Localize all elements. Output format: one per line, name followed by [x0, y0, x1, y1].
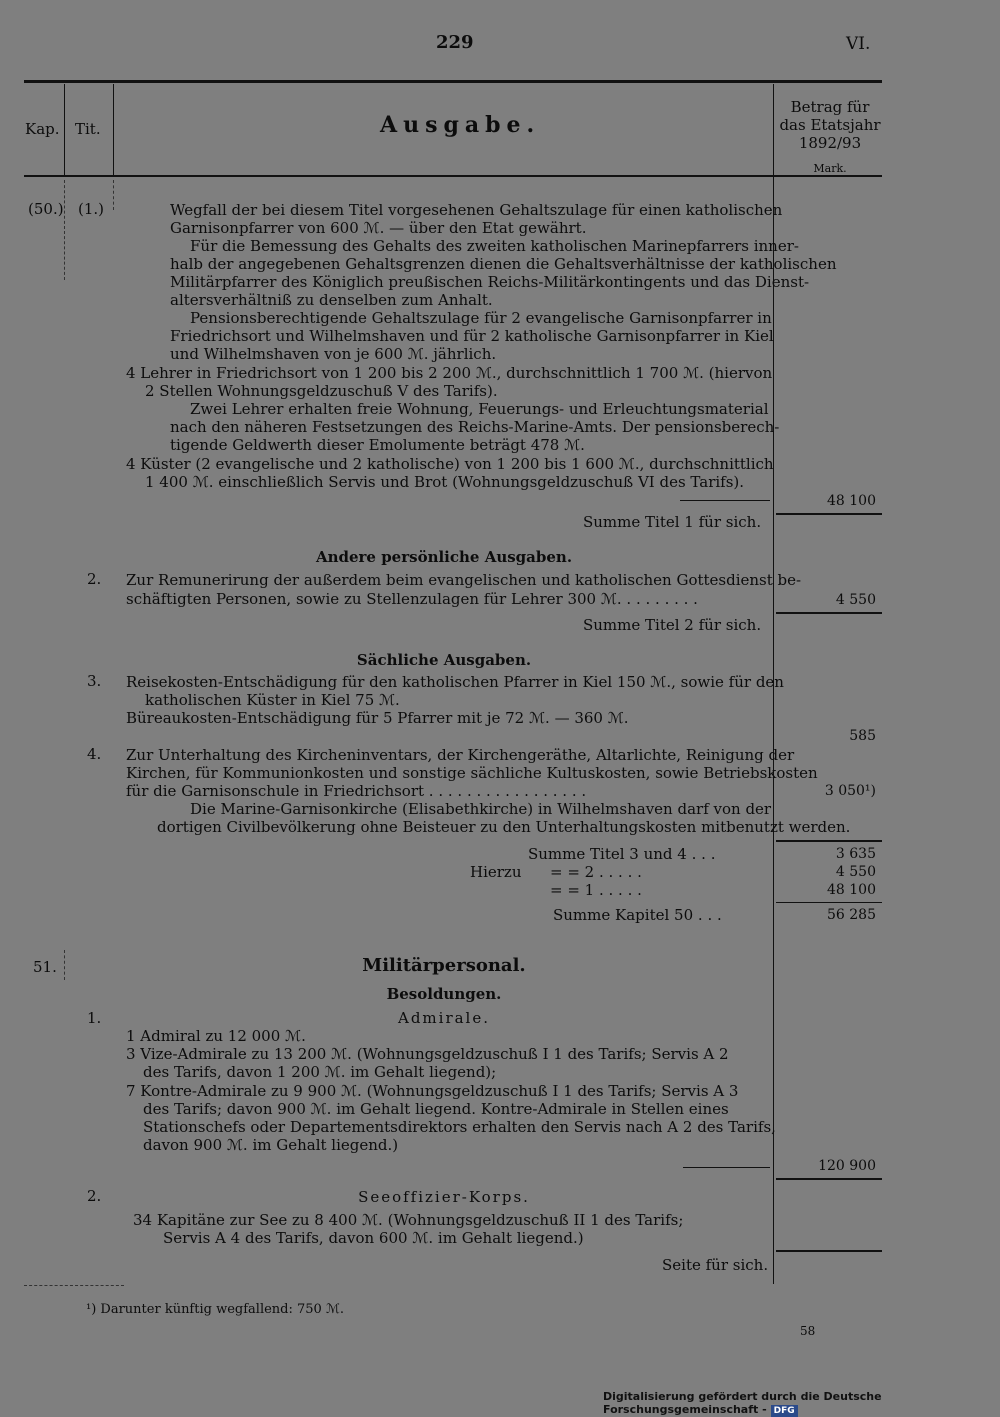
header-betrag-3: 1892/93 — [798, 134, 862, 152]
kap51-seeoffizier: Seeoffizier-Korps. — [358, 1188, 530, 1206]
andere-heading: Andere persönliche Ausgaben. — [315, 548, 573, 566]
block1-line: 4 Lehrer in Friedrichsort von 1 200 bis 2 200 ℳ., durchschnittlich 1 700 ℳ. (hiervon — [126, 364, 773, 382]
summary-row1-amount: 3 635 — [835, 846, 876, 862]
kap51-tit-2: 2. — [87, 1187, 102, 1205]
kap-51: 51. — [33, 958, 57, 976]
t4-line: Zur Unterhaltung des Kircheninventars, der Kirchengeräthe, Altarlichte, Reinigung der — [126, 746, 795, 764]
block1-line: und Wilhelmshaven von je 600 ℳ. jährlich. — [170, 345, 497, 363]
t3-line: katholischen Küster in Kiel 75 ℳ. — [145, 691, 400, 709]
summary-row2-amount: 4 550 — [835, 864, 876, 880]
t4-amount: 3 050¹) — [824, 783, 876, 799]
section-number: VI. — [846, 34, 871, 54]
header-mark: Mark. — [813, 162, 847, 175]
amount-rule — [776, 513, 882, 515]
andere-amount: 4 550 — [835, 592, 876, 608]
block1-line: halb der angegebenen Gehaltsgrenzen dienen die Gehaltsverhältnisse der katholischen — [170, 255, 837, 273]
kap51-t2-line: Servis A 4 des Tarifs, davon 600 ℳ. im Gehalt liegend.) — [163, 1229, 584, 1247]
saechliche-heading: Sächliche Ausgaben. — [356, 651, 532, 669]
header-rule — [24, 175, 882, 177]
block1-amount: 48 100 — [827, 493, 876, 509]
kap51-title: Militärpersonal. — [362, 955, 526, 976]
block1-line: altersverhältniß zu denselben zum Anhalt. — [170, 291, 493, 309]
kap51-line: 3 Vize-Admirale zu 13 200 ℳ. (Wohnungsgeldzuschuß I 1 des Tarifs; Servis A 2 — [126, 1045, 729, 1063]
block1-line: Zwei Lehrer erhalten freie Wohnung, Feuerungs- und Erleuchtungsmaterial — [190, 400, 769, 418]
block1-summe: Summe Titel 1 für sich. — [583, 513, 762, 531]
block1-line: Friedrichsort und Wilhelmshaven und für 2 katholische Garnisonpfarrer in Kiel — [170, 327, 774, 345]
kap51-line: 1 Admiral zu 12 000 ℳ. — [126, 1027, 306, 1045]
header-betrag-2: das Etatsjahr — [779, 116, 881, 134]
subtotal-rule — [680, 500, 770, 501]
header-tit: Tit. — [75, 120, 101, 138]
block1-line: Für die Bemessung des Gehalts des zweiten katholischen Marinepfarrers inner- — [190, 237, 799, 255]
t3-line: Reisekosten-Entschädigung für den katholischen Pfarrer in Kiel 150 ℳ., sowie für den — [126, 673, 784, 691]
kap51-tit-1: 1. — [87, 1009, 102, 1027]
block1-line: 1 400 ℳ. einschließlich Servis und Brot (Wohnungsgeldzuschuß VI des Tarifs). — [145, 473, 745, 491]
amount-rule — [776, 1178, 882, 1180]
kap51-line: des Tarifs; davon 900 ℳ. im Gehalt liegend. Kontre-Admirale in Stellen eines — [143, 1100, 729, 1118]
tit-2: 2. — [87, 570, 102, 588]
summary-row4-amount: 56 285 — [827, 907, 876, 923]
tit-4: 4. — [87, 745, 102, 763]
kap-50: (50.) — [28, 200, 64, 218]
andere-summe: Summe Titel 2 für sich. — [583, 616, 762, 634]
footer-text: Digitalisierung gefördert durch die Deutsche Forschungsgemeinschaft - — [603, 1390, 882, 1416]
kap51-line: Stationschefs oder Departementsdirektors erhalten den Servis nach A 2 des Tarifs, — [143, 1118, 776, 1136]
amount-rule — [776, 902, 882, 903]
col-divider-kap — [64, 84, 65, 176]
tit-3: 3. — [87, 672, 102, 690]
block1-line: Militärpfarrer des Königlich preußischen Reichs-Militärkontingents und das Dienst- — [170, 273, 810, 291]
kap51-admirale: Admirale. — [397, 1009, 490, 1027]
t3-amount: 585 — [849, 728, 876, 744]
kap51-besoldungen: Besoldungen. — [386, 985, 502, 1003]
amount-rule — [776, 840, 882, 842]
col-divider-kap-dashed — [64, 180, 65, 280]
summary-row1-label: Summe Titel 3 und 4 . . . — [528, 845, 716, 863]
col-divider-kap-dashed-2 — [64, 950, 65, 980]
andere-line: Zur Remunerirung der außerdem beim evangelischen und katholischen Gottesdienst be- — [126, 571, 802, 589]
summary-row2-label: = = 2 . . . . . — [550, 863, 642, 881]
t4-line: für die Garnisonschule in Friedrichsort . . . . . . . . . . . . . . . . . — [126, 782, 587, 800]
col-divider-tit-dashed — [113, 180, 114, 210]
kap51-seite: Seite für sich. — [662, 1256, 769, 1274]
summary-row3-amount: 48 100 — [827, 882, 876, 898]
kap51-line: 7 Kontre-Admirale zu 9 900 ℳ. (Wohnungsgeldzuschuß I 1 des Tarifs; Servis A 3 — [126, 1082, 739, 1100]
summary-row4-label: Summe Kapitel 50 . . . — [553, 906, 722, 924]
amount-rule — [776, 1250, 882, 1252]
block1-line: 4 Küster (2 evangelische und 2 katholische) von 1 200 bis 1 600 ℳ., durchschnittlich — [126, 455, 774, 473]
t4-line: dortigen Civilbevölkerung ohne Beisteuer zu den Unterhaltungskosten mitbenutzt werden. — [157, 818, 851, 836]
dfg-logo: DFG — [771, 1405, 798, 1417]
kap51-line: des Tarifs, davon 1 200 ℳ. im Gehalt liegend); — [143, 1063, 497, 1081]
header-kap: Kap. — [25, 120, 60, 138]
t4-line: Die Marine-Garnisonkirche (Elisabethkirche) in Wilhelmshaven darf von der — [190, 800, 772, 818]
kap51-line: davon 900 ℳ. im Gehalt liegend.) — [143, 1136, 399, 1154]
header-title: Ausgabe. — [380, 112, 541, 138]
footnote-rule — [24, 1285, 124, 1286]
col-divider-tit — [113, 84, 114, 176]
kap51-t2-line: 34 Kapitäne zur See zu 8 400 ℳ. (Wohnungsgeldzuschuß II 1 des Tarifs; — [133, 1211, 684, 1229]
block1-line: Wegfall der bei diesem Titel vorgesehenen Gehaltszulage für einen katholischen — [170, 201, 783, 219]
page-number: 229 — [436, 32, 474, 53]
t3-line: Büreaukosten-Entschädigung für 5 Pfarrer mit je 72 ℳ. — 360 ℳ. — [126, 709, 629, 727]
summary-row3-label: = = 1 . . . . . — [550, 881, 642, 899]
summary-hierzu: Hierzu — [470, 863, 522, 881]
tit-1: (1.) — [78, 200, 105, 218]
top-rule — [24, 80, 882, 83]
footnote: ¹) Darunter künftig wegfallend: 750 ℳ. — [86, 1302, 344, 1317]
block1-line: Pensionsberechtigende Gehaltszulage für 2 evangelische Garnisonpfarrer in — [190, 309, 772, 327]
block1-line: 2 Stellen Wohnungsgeldzuschuß V des Tarifs). — [145, 382, 498, 400]
kap51-amount: 120 900 — [818, 1158, 876, 1174]
signature-number: 58 — [800, 1324, 816, 1338]
block1-line: nach den näheren Festsetzungen des Reichs-Marine-Amts. Der pensionsberech- — [170, 418, 780, 436]
block1-line: Garnisonpfarrer von 600 ℳ. — über den Etat gewährt. — [170, 219, 587, 237]
amount-rule — [776, 612, 882, 614]
subtotal-rule — [683, 1167, 770, 1168]
t4-line: Kirchen, für Kommunionkosten und sonstige sächliche Kultuskosten, sowie Betriebskosten — [126, 764, 818, 782]
andere-line: schäftigten Personen, sowie zu Stellenzulagen für Lehrer 300 ℳ. . . . . . . . . — [126, 590, 698, 608]
header-betrag-1: Betrag für — [790, 98, 870, 116]
block1-line: tigende Geldwerth dieser Emolumente beträgt 478 ℳ. — [170, 436, 585, 454]
